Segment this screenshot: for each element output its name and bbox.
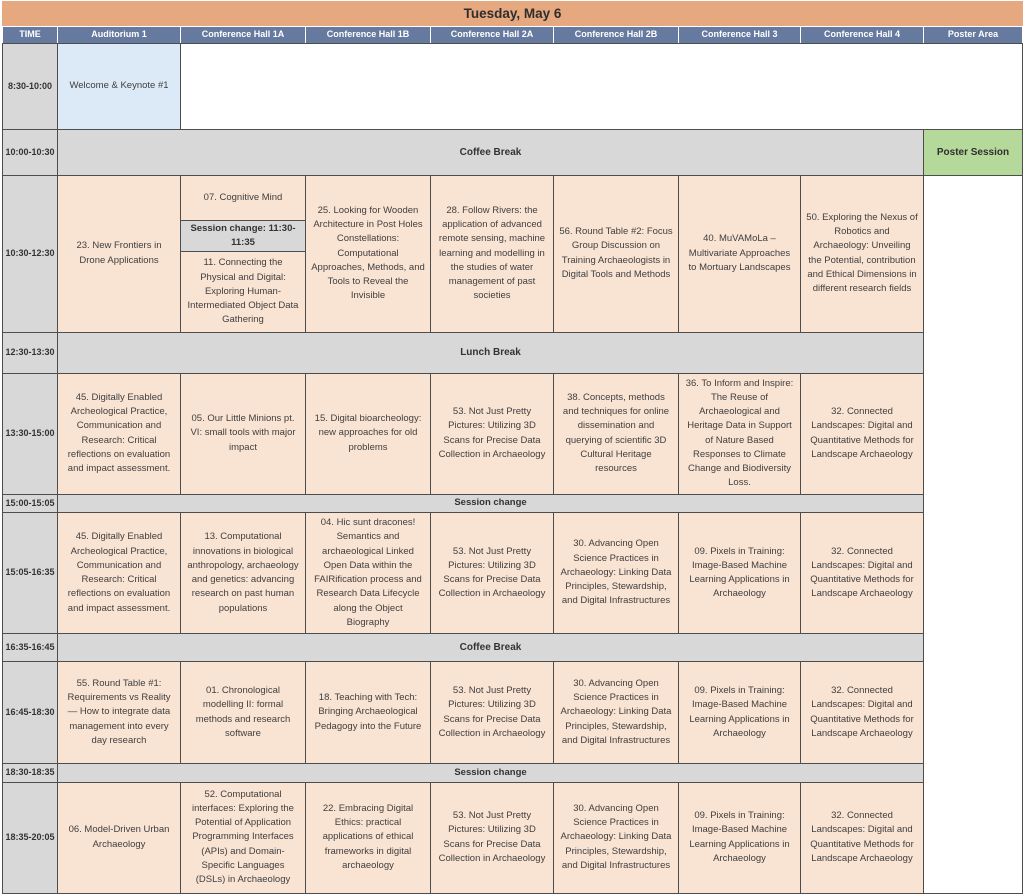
row-session-change-1	[3, 494, 1023, 513]
cell-afternoon2-auditorium1: 45. Digitally Enabled Archeological Practice, Communication and Research: Critical reflections on evaluation and impact assessment.	[58, 513, 181, 634]
cell-keynote-empty-span	[181, 43, 1023, 129]
cell-afternoon1-hall2b: 38. Concepts, methods and techniques for online dissemination and querying of scientific 3D Cultural Heritage resources	[554, 373, 679, 494]
cell-morning-hall2b: 56. Round Table #2: Focus Group Discussion on Training Archaeologists in Digital Tools and Methods	[554, 175, 679, 332]
cell-afternoon2-hall3: 09. Pixels in Training: Image-Based Machine Learning Applications in Archaeology	[679, 513, 801, 634]
time-cell-keynote: 8:30-10:00	[3, 43, 58, 129]
cell-afternoon2-hall4: 32. Connected Landscapes: Digital and Quantitative Methods for Landscape Archaeology	[801, 513, 924, 634]
cell-afternoon1-auditorium1: 45. Digitally Enabled Archeological Practice, Communication and Research: Critical reflections on evaluation and impact assessment.	[58, 373, 181, 494]
cell-evening1-hall1b: 18. Teaching with Tech: Bringing Archaeological Pedagogy into the Future	[306, 662, 431, 764]
column-header-auditorium-1: Auditorium 1	[58, 27, 181, 44]
time-cell-evening2: 18:35-20:05	[3, 782, 58, 893]
cell-morning-hall3: 40. MuVAMoLa – Multivariate Approaches to Mortuary Landscapes	[679, 175, 801, 332]
cell-coffee-break-1: Coffee Break	[58, 129, 924, 175]
column-header-poster-area: Poster Area	[924, 27, 1023, 44]
column-header-hall-2a: Conference Hall 2A	[431, 27, 554, 44]
poster-area-empty-column	[924, 175, 1023, 893]
day-title: Tuesday, May 6	[3, 2, 1023, 27]
cell-afternoon1-hall4: 32. Connected Landscapes: Digital and Quantitative Methods for Landscape Archaeology	[801, 373, 924, 494]
column-header-hall-4: Conference Hall 4	[801, 27, 924, 44]
cell-evening2-hall4: 32. Connected Landscapes: Digital and Quantitative Methods for Landscape Archaeology	[801, 782, 924, 893]
cell-morning-hall4: 50. Exploring the Nexus of Robotics and Archaeology: Unveiling the Potential, contribution and Ethical Dimensions in different research fields	[801, 175, 924, 332]
time-cell-change1: 15:00-15:05	[3, 494, 58, 513]
cell-morning-hall2a: 28. Follow Rivers: the application of advanced remote sensing, machine learning and modelling in the studies of water management of past societies	[431, 175, 554, 332]
column-header-hall-3: Conference Hall 3	[679, 27, 801, 44]
column-header-time: TIME	[3, 27, 58, 44]
cell-session-change-1: Session change	[58, 494, 924, 513]
cell-evening2-hall2a: 53. Not Just Pretty Pictures: Utilizing 3D Scans for Precise Data Collection in Archaeology	[431, 782, 554, 893]
cell-lunch-break: Lunch Break	[58, 332, 924, 373]
cell-afternoon2-hall2b: 30. Advancing Open Science Practices in Archaeology: Linking Data Principles, Stewardship, and Digital Infrastructures	[554, 513, 679, 634]
time-cell-morning: 10:30-12:30	[3, 175, 58, 332]
cell-poster-session: Poster Session	[924, 129, 1023, 175]
row-evening1	[3, 662, 1023, 764]
row-lunch-break	[3, 332, 1023, 373]
cell-evening1-hall3: 09. Pixels in Training: Image-Based Machine Learning Applications in Archaeology	[679, 662, 801, 764]
column-header-row	[3, 27, 1023, 44]
time-cell-evening1: 16:45-18:30	[3, 662, 58, 764]
cell-evening2-hall1a: 52. Computational interfaces: Exploring the Potential of Application Programming Interfaces (APIs) and Domain-Specific Languages (DSLs) in Archaeology	[181, 782, 306, 893]
row-afternoon1	[3, 373, 1023, 494]
row-coffee-break-1	[3, 129, 1023, 175]
mid-session-change-bar: Session change: 11:30-11:35	[181, 220, 305, 253]
time-cell-lunch: 12:30-13:30	[3, 332, 58, 373]
cell-evening1-hall1a: 01. Chronological modelling II: formal methods and research software	[181, 662, 306, 764]
cell-afternoon1-hall3: 36. To Inform and Inspire: The Reuse of Archaeological and Heritage Data in Support of Nature Based Responses to Climate Change and Biodiversity Loss.	[679, 373, 801, 494]
time-cell-coffee2: 16:35-16:45	[3, 634, 58, 662]
session-07-label: 07. Cognitive Mind	[203, 191, 283, 203]
cell-morning-auditorium1: 23. New Frontiers in Drone Applications	[58, 175, 181, 332]
cell-afternoon1-hall1b: 15. Digital bioarcheology: new approaches for old problems	[306, 373, 431, 494]
time-cell-afternoon1: 13:30-15:00	[3, 373, 58, 494]
cell-keynote-auditorium1: Welcome & Keynote #1	[58, 43, 181, 129]
row-session-change-2	[3, 764, 1023, 783]
cell-evening2-hall3: 09. Pixels in Training: Image-Based Machine Learning Applications in Archaeology	[679, 782, 801, 893]
day-title-row	[3, 2, 1023, 27]
cell-afternoon2-hall1a: 13. Computational innovations in biological anthropology, archaeology and genetics: advancing research on past human populations	[181, 513, 306, 634]
cell-coffee-break-2: Coffee Break	[58, 634, 924, 662]
cell-morning-hall1a	[181, 175, 306, 332]
schedule-table	[2, 1, 1023, 894]
cell-afternoon1-hall2a: 53. Not Just Pretty Pictures: Utilizing 3D Scans for Precise Data Collection in Archaeology	[431, 373, 554, 494]
row-morning	[3, 175, 1023, 332]
column-header-hall-1b: Conference Hall 1B	[306, 27, 431, 44]
session-11-label: 11. Connecting the Physical and Digital: Exploring Human-Intermediated Object Data Gathering	[187, 257, 299, 326]
cell-evening1-hall4: 32. Connected Landscapes: Digital and Quantitative Methods for Landscape Archaeology	[801, 662, 924, 764]
cell-evening2-hall2b: 30. Advancing Open Science Practices in Archaeology: Linking Data Principles, Stewardship, and Digital Infrastructures	[554, 782, 679, 893]
cell-afternoon2-hall1b: 04. Hic sunt dracones! Semantics and archaeological Linked Open Data within the FAIRification process and Research Data Lifecycle along the Object Biography	[306, 513, 431, 634]
cell-evening1-auditorium1: 55. Round Table #1: Requirements vs Reality — How to integrate data management into every day research	[58, 662, 181, 764]
cell-evening2-auditorium1: 06. Model-Driven Urban Archaeology	[58, 782, 181, 893]
time-cell-change2: 18:30-18:35	[3, 764, 58, 783]
row-evening2	[3, 782, 1023, 893]
cell-evening1-hall2a: 53. Not Just Pretty Pictures: Utilizing 3D Scans for Precise Data Collection in Archaeology	[431, 662, 554, 764]
time-cell-afternoon2: 15:05-16:35	[3, 513, 58, 634]
cell-morning-hall1b: 25. Looking for Wooden Architecture in Post Holes Constellations: Computational Approaches, Methods, and Tools to Reveal the Invisible	[306, 175, 431, 332]
row-afternoon2	[3, 513, 1023, 634]
column-header-hall-2b: Conference Hall 2B	[554, 27, 679, 44]
row-keynote	[3, 43, 1023, 129]
time-cell-coffee1: 10:00-10:30	[3, 129, 58, 175]
cell-afternoon1-hall1a: 05. Our Little Minions pt. VI: small tools with major impact	[181, 373, 306, 494]
column-header-hall-1a: Conference Hall 1A	[181, 27, 306, 44]
row-coffee-break-2	[3, 634, 1023, 662]
cell-afternoon2-hall2a: 53. Not Just Pretty Pictures: Utilizing 3D Scans for Precise Data Collection in Archaeology	[431, 513, 554, 634]
cell-evening2-hall1b: 22. Embracing Digital Ethics: practical applications of ethical frameworks in digital archaeology	[306, 782, 431, 893]
cell-evening1-hall2b: 30. Advancing Open Science Practices in Archaeology: Linking Data Principles, Stewardship, and Digital Infrastructures	[554, 662, 679, 764]
cell-session-change-2: Session change	[58, 764, 924, 783]
